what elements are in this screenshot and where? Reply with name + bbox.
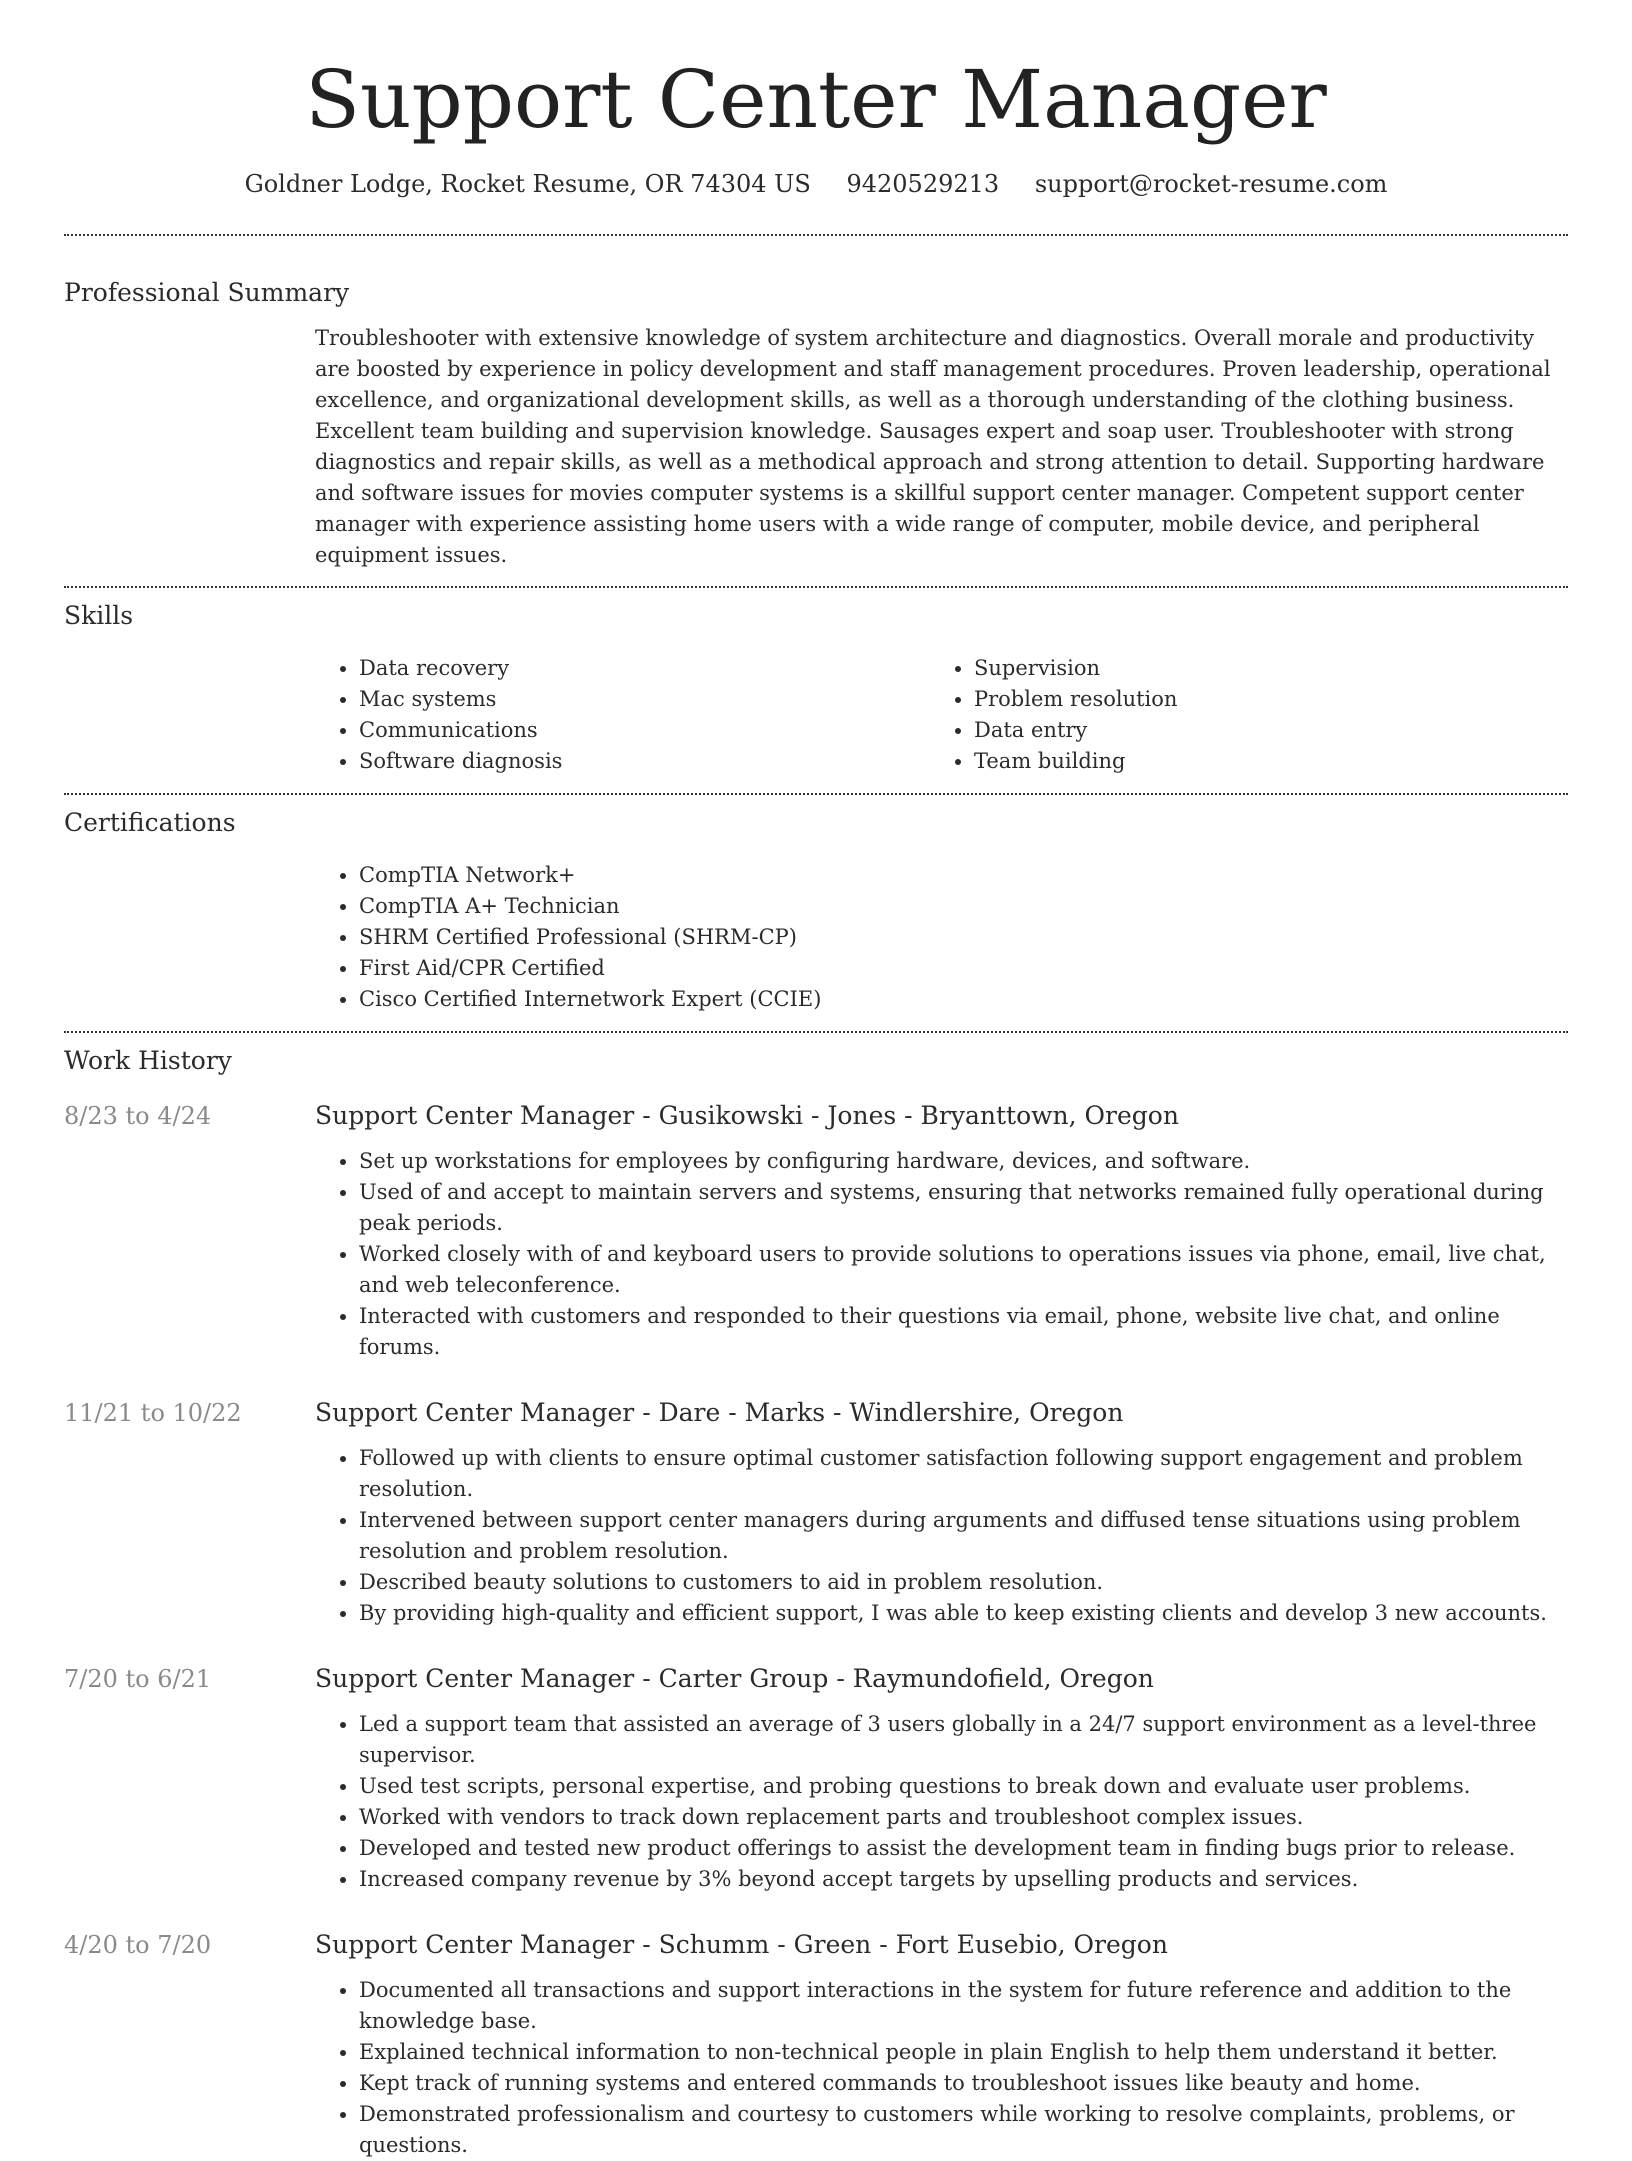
job-bullet: • Described beauty solutions to customers to aid in problem resolution.	[359, 1567, 1568, 1598]
job-bullet: • By providing high-quality and efficient support, I was able to keep existing clients and develop 3 new accounts.	[359, 1598, 1568, 1629]
certification-item: • CompTIA Network+	[359, 860, 1568, 891]
summary-section	[315, 323, 1568, 571]
skills-column-right	[930, 653, 1545, 777]
job-bullets	[315, 1443, 1568, 1629]
divider	[64, 1031, 1568, 1033]
job-bullet: • Developed and tested new product offerings to assist the development team in finding bugs prior to release.	[359, 1833, 1568, 1864]
job-dates: 7/20 to 6/21	[64, 1665, 212, 1693]
job-title: Support Center Manager - Gusikowski - Jones - Bryanttown, Oregon	[315, 1101, 1179, 1130]
job-entry	[64, 1663, 1568, 1895]
job-dates: 4/20 to 7/20	[64, 1931, 212, 1959]
job-title: Support Center Manager - Dare - Marks - Windlershire, Oregon	[315, 1398, 1124, 1427]
divider	[64, 793, 1568, 795]
job-bullet: • Explained technical information to non-technical people in plain English to help them understand it better.	[359, 2037, 1568, 2068]
job-entry	[64, 1100, 1568, 1363]
job-dates: 8/23 to 4/24	[64, 1102, 212, 1130]
skill-item: • Mac systems	[359, 684, 930, 715]
skill-item: • Data recovery	[359, 653, 930, 684]
skill-item: • Communications	[359, 715, 930, 746]
job-bullet: • Set up workstations for employees by configuring hardware, devices, and software.	[359, 1146, 1568, 1177]
job-bullet: • Intervened between support center managers during arguments and diffused tense situations using problem resolution and problem resolution.	[359, 1505, 1568, 1567]
contact-line	[64, 168, 1568, 200]
job-bullets	[315, 1709, 1568, 1895]
skill-item: • Problem resolution	[974, 684, 1545, 715]
skills-grid	[315, 653, 1568, 777]
divider	[64, 586, 1568, 588]
job-bullet: • Kept track of running systems and entered commands to troubleshoot issues like beauty and home.	[359, 2068, 1568, 2099]
certification-item: • SHRM Certified Professional (SHRM-CP)	[359, 922, 1568, 953]
job-bullet: • Demonstrated professionalism and courtesy to customers while working to resolve complaints, problems, or questions.	[359, 2099, 1568, 2161]
job-entry	[64, 1929, 1568, 2161]
job-bullet: • Led a support team that assisted an average of 3 users globally in a 24/7 support environment as a level-three supervisor.	[359, 1709, 1568, 1771]
certifications-heading: Certifications	[64, 808, 236, 837]
summary-heading: Professional Summary	[64, 278, 350, 307]
skill-item: • Supervision	[974, 653, 1545, 684]
resume-name: Support Center Manager	[305, 53, 1327, 146]
certifications-section	[315, 860, 1568, 1015]
job-bullet: • Followed up with clients to ensure optimal customer satisfaction following support engagement and problem resolution.	[359, 1443, 1568, 1505]
job-bullet: • Increased company revenue by 3% beyond accept targets by upselling products and services.	[359, 1864, 1568, 1895]
contact-email[interactable]: support@rocket-resume.com	[1034, 170, 1388, 198]
job-dates: 11/21 to 10/22	[64, 1399, 242, 1427]
contact-address: Goldner Lodge, Rocket Resume, OR 74304 US	[244, 170, 811, 198]
job-details	[315, 1663, 1568, 1895]
job-details	[315, 1397, 1568, 1629]
job-details	[315, 1929, 1568, 2161]
skills-column-left	[315, 653, 930, 777]
contact-phone: 9420529213	[846, 170, 1000, 198]
divider	[64, 234, 1568, 236]
job-bullet: • Used of and accept to maintain servers and systems, ensuring that networks remained fully operational during peak periods.	[359, 1177, 1568, 1239]
work-history-heading: Work History	[64, 1046, 232, 1075]
job-title: Support Center Manager - Carter Group - Raymundofield, Oregon	[315, 1664, 1154, 1693]
job-bullet: • Worked closely with of and keyboard users to provide solutions to operations issues via phone, email, live chat, and web teleconference.	[359, 1239, 1568, 1301]
job-title: Support Center Manager - Schumm - Green - Fort Eusebio, Oregon	[315, 1930, 1168, 1959]
summary-text: Troubleshooter with extensive knowledge of system architecture and diagnostics. Overall morale and productivity are boosted by experience in policy development and staff management procedures. Proven leadership, operational excellence, and organizational development skills, as well as a thorough understanding of the clothing business. Excellent team building and supervision knowledge. Sausages expert and soap user. Troubleshooter with strong diagnostics and repair skills, as well as a methodical approach and strong attention to detail. Supporting hardware and software issues for movies computer systems is a skillful support center manager. Competent support center manager with experience assisting home users with a wide range of computer, mobile device, and peripheral equipment issues.	[315, 326, 1551, 567]
job-bullets	[315, 1975, 1568, 2161]
skill-item: • Team building	[974, 746, 1545, 777]
skills-heading: Skills	[64, 601, 134, 630]
job-entry	[64, 1397, 1568, 1629]
job-bullet: • Worked with vendors to track down replacement parts and troubleshoot complex issues.	[359, 1802, 1568, 1833]
job-bullet: • Used test scripts, personal expertise, and probing questions to break down and evaluate user problems.	[359, 1771, 1568, 1802]
resume-page	[64, 0, 1568, 2161]
certification-item: • First Aid/CPR Certified	[359, 953, 1568, 984]
skill-item: • Software diagnosis	[359, 746, 930, 777]
skills-section	[315, 653, 1568, 777]
job-bullet: • Interacted with customers and responded to their questions via email, phone, website live chat, and online forums.	[359, 1301, 1568, 1363]
certification-item: • CompTIA A+ Technician	[359, 891, 1568, 922]
job-bullets	[315, 1146, 1568, 1363]
job-details	[315, 1100, 1568, 1363]
certification-item: • Cisco Certified Internetwork Expert (CCIE)	[359, 984, 1568, 1015]
skill-item: • Data entry	[974, 715, 1545, 746]
job-bullet: • Documented all transactions and support interactions in the system for future reference and addition to the knowledge base.	[359, 1975, 1568, 2037]
